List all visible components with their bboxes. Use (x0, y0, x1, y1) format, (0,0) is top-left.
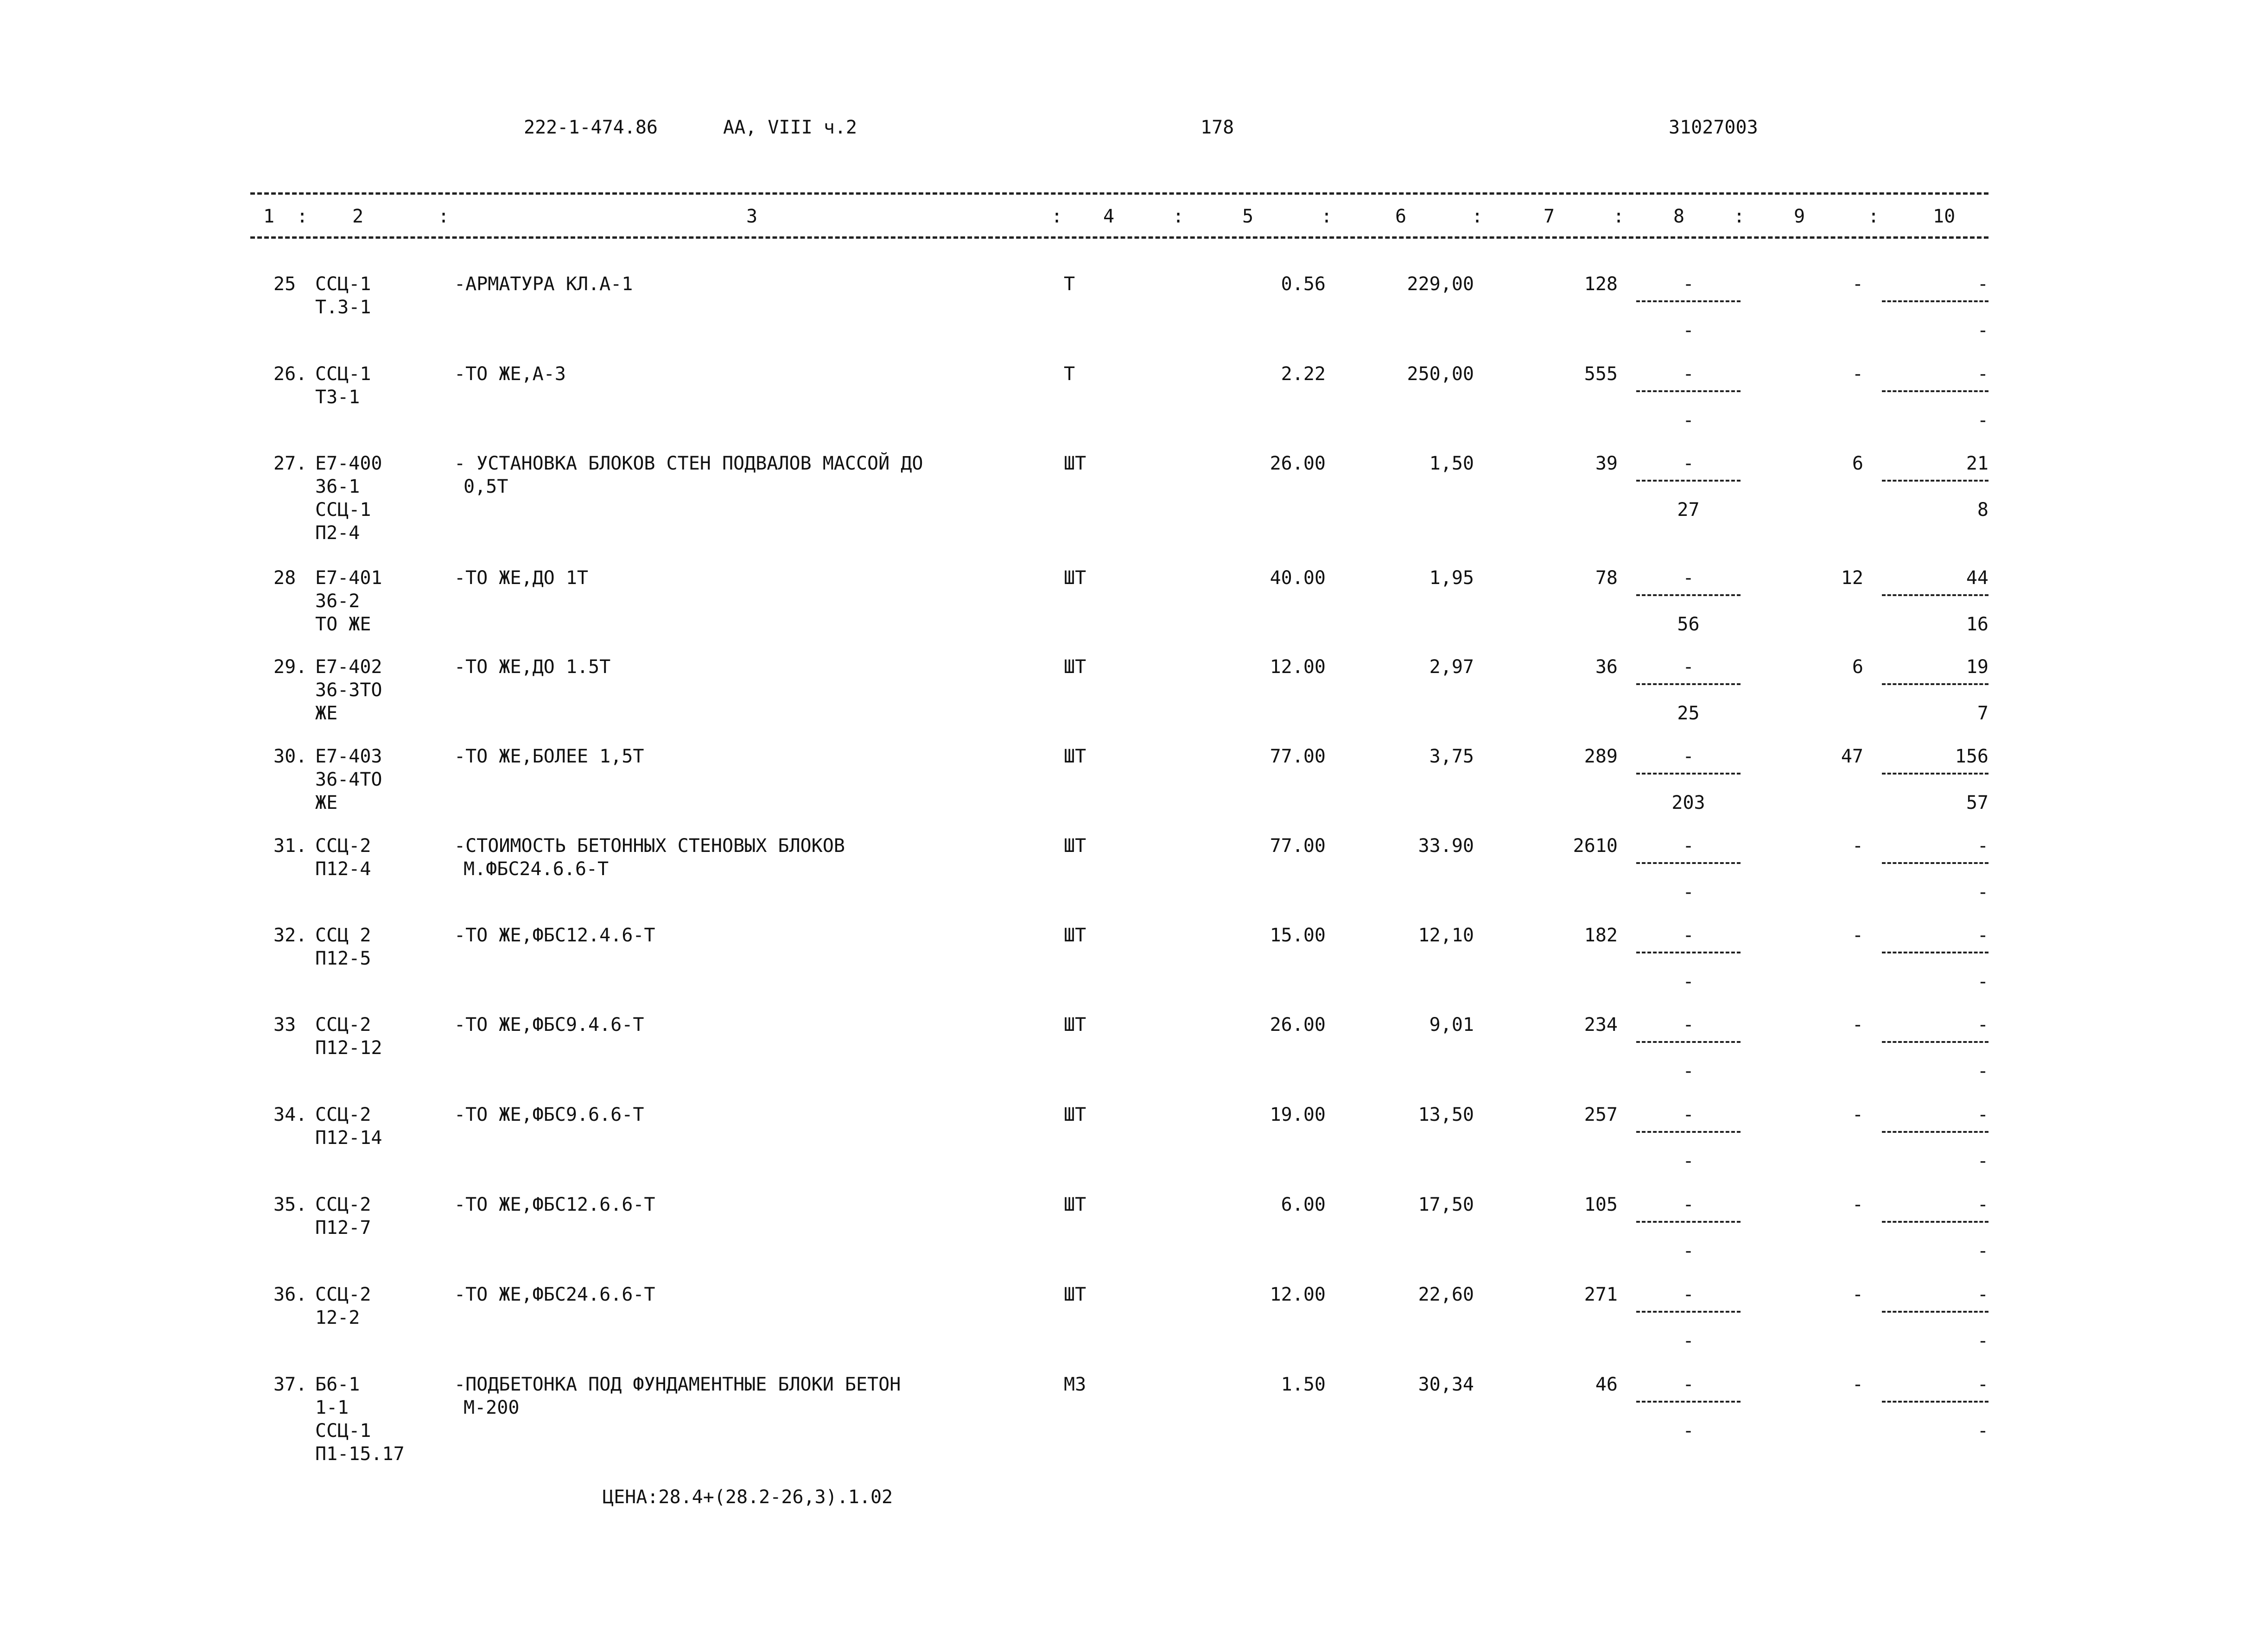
row-unit: ШТ (1064, 835, 1086, 857)
row-unit: ШТ (1064, 1104, 1086, 1125)
row-col10-bottom: - (1977, 1061, 1988, 1082)
row-code-line: ССЦ 2 (315, 925, 371, 946)
row-unit-price: 22,60 (1418, 1284, 1474, 1305)
row-description-line: -АРМАТУРА КЛ.А-1 (454, 273, 633, 295)
fraction-line (1636, 1311, 1741, 1313)
column-separator: : (1173, 206, 1184, 227)
fraction-line (1882, 480, 1988, 482)
fraction-line (1636, 773, 1741, 775)
fraction-line (1882, 594, 1988, 596)
row-col8-top: - (1683, 1284, 1694, 1305)
fraction-line (1882, 862, 1988, 864)
row-unit: ШТ (1064, 1194, 1086, 1215)
row-quantity: 77.00 (1270, 835, 1326, 857)
row-unit: ШТ (1064, 1284, 1086, 1305)
row-col10-bottom: - (1977, 1420, 1988, 1442)
row-total: 46 (1595, 1374, 1618, 1395)
row-col9: - (1852, 925, 1863, 946)
row-description-line: -ТО ЖЕ,ФБС12.6.6-Т (454, 1194, 655, 1215)
row-number: 27. (273, 453, 307, 474)
row-unit-price: 12,10 (1418, 925, 1474, 946)
row-col10-bottom: 8 (1977, 499, 1988, 521)
row-col10-top: 21 (1966, 453, 1988, 474)
row-quantity: 26.00 (1270, 1014, 1326, 1035)
row-col10-bottom: - (1977, 1150, 1988, 1172)
price-footnote: ЦЕНА:28.4+(28.2-26,3).1.02 (603, 1486, 893, 1508)
fraction-line (1882, 1221, 1988, 1223)
row-code-line: 36-3ТО (315, 680, 382, 701)
row-code-line: ССЦ-1 (315, 363, 371, 385)
column-separator: : (438, 206, 450, 227)
row-unit: ШТ (1064, 746, 1086, 767)
row-quantity: 40.00 (1270, 567, 1326, 589)
row-unit: ШТ (1064, 925, 1086, 946)
column-number-6: 6 (1395, 206, 1407, 227)
row-code-line: ССЦ-1 (315, 499, 371, 521)
row-code-line: Е7-401 (315, 567, 382, 589)
row-unit: ШТ (1064, 1014, 1086, 1035)
row-col10-bottom: 57 (1966, 792, 1988, 813)
row-number: 28 (273, 567, 296, 589)
row-description-line: -ТО ЖЕ,ФБС9.4.6-Т (454, 1014, 644, 1035)
row-col8-top: - (1683, 1374, 1694, 1395)
row-col10-top: 19 (1966, 656, 1988, 678)
row-total: 289 (1584, 746, 1618, 767)
row-code-line: 36-1 (315, 476, 360, 497)
row-code-line: П12-7 (315, 1217, 371, 1239)
row-total: 128 (1584, 273, 1618, 295)
row-description-line: 0,5Т (464, 476, 508, 497)
row-unit: Т (1064, 363, 1075, 385)
column-separator: : (1734, 206, 1745, 227)
row-description-line: -ТО ЖЕ,ФБС9.6.6-Т (454, 1104, 644, 1125)
row-code-line: ТО ЖЕ (315, 614, 371, 635)
row-number: 35. (273, 1194, 307, 1215)
fraction-line (1636, 594, 1741, 596)
row-col8-bottom: - (1683, 1240, 1694, 1262)
row-unit: ШТ (1064, 656, 1086, 678)
row-col8-bottom: - (1683, 1061, 1694, 1082)
row-col8-top: - (1683, 1104, 1694, 1125)
row-code-line: 12-2 (315, 1307, 360, 1328)
fraction-line (1636, 1131, 1741, 1133)
row-unit-price: 1,50 (1429, 453, 1474, 474)
row-col8-top: - (1683, 453, 1694, 474)
row-col8-top: - (1683, 363, 1694, 385)
row-col8-top: - (1683, 835, 1694, 857)
column-number-3: 3 (746, 206, 758, 227)
row-description-line: -ТО ЖЕ,ДО 1Т (454, 567, 588, 589)
row-col9: - (1852, 273, 1863, 295)
document-code: 222-1-474.86 (524, 117, 658, 138)
row-col8-bottom: - (1683, 1150, 1694, 1172)
row-unit-price: 33.90 (1418, 835, 1474, 857)
fraction-line (1882, 300, 1988, 302)
row-number: 34. (273, 1104, 307, 1125)
fraction-line (1636, 300, 1741, 302)
row-code-line: П2-4 (315, 522, 360, 544)
row-unit-price: 1,95 (1429, 567, 1474, 589)
document-number: 31027003 (1669, 117, 1758, 138)
fraction-line (1636, 1401, 1741, 1403)
row-col10-bottom: - (1977, 1240, 1988, 1262)
row-description-line: -ТО ЖЕ,А-3 (454, 363, 566, 385)
row-code-line: ССЦ-1 (315, 1420, 371, 1442)
row-col8-bottom: - (1683, 1330, 1694, 1352)
row-col10-bottom: - (1977, 410, 1988, 431)
row-total: 39 (1595, 453, 1618, 474)
row-code-line: Т.3-1 (315, 297, 371, 318)
row-code-line: 36-4ТО (315, 769, 382, 790)
column-separator: : (1472, 206, 1483, 227)
row-quantity: 15.00 (1270, 925, 1326, 946)
row-number: 30. (273, 746, 307, 767)
row-quantity: 6.00 (1281, 1194, 1326, 1215)
column-number-2: 2 (352, 206, 364, 227)
row-code-line: Б6-1 (315, 1374, 360, 1395)
row-unit-price: 9,01 (1429, 1014, 1474, 1035)
row-number: 25 (273, 273, 296, 295)
row-code-line: Е7-403 (315, 746, 382, 767)
row-col9: 6 (1852, 656, 1863, 678)
row-col8-bottom: - (1683, 971, 1694, 992)
row-col8-top: - (1683, 656, 1694, 678)
row-code-line: П1-15.17 (315, 1443, 405, 1465)
row-quantity: 77.00 (1270, 746, 1326, 767)
column-number-9: 9 (1794, 206, 1805, 227)
row-total: 257 (1584, 1104, 1618, 1125)
row-quantity: 12.00 (1270, 1284, 1326, 1305)
row-number: 31. (273, 835, 307, 857)
column-number-7: 7 (1544, 206, 1555, 227)
row-col10-top: - (1977, 925, 1988, 946)
fraction-line (1636, 1221, 1741, 1223)
row-code-line: П12-14 (315, 1127, 382, 1149)
row-code-line: ЖЕ (315, 792, 338, 813)
row-unit-price: 229,00 (1407, 273, 1474, 295)
column-number-5: 5 (1242, 206, 1254, 227)
row-col9: - (1852, 363, 1863, 385)
column-separator: : (1321, 206, 1333, 227)
row-code-line: ССЦ-2 (315, 1104, 371, 1125)
album-reference: АА, VIII ч.2 (723, 117, 857, 138)
page-number: 178 (1201, 117, 1234, 138)
row-unit: ШТ (1064, 453, 1086, 474)
row-col10-top: - (1977, 363, 1988, 385)
row-col10-top: - (1977, 1104, 1988, 1125)
row-description-line: -ТО ЖЕ,ФБС24.6.6-Т (454, 1284, 655, 1305)
row-quantity: 2.22 (1281, 363, 1326, 385)
row-unit-price: 30,34 (1418, 1374, 1474, 1395)
fraction-line (1636, 390, 1741, 392)
row-col9: - (1852, 835, 1863, 857)
row-col8-bottom: 27 (1677, 499, 1700, 521)
fraction-line (1882, 1041, 1988, 1043)
row-code-line: Е7-402 (315, 656, 382, 678)
row-unit-price: 250,00 (1407, 363, 1474, 385)
row-number: 29. (273, 656, 307, 678)
row-description-line: М-200 (464, 1397, 520, 1418)
row-col9: 6 (1852, 453, 1863, 474)
fraction-line (1636, 862, 1741, 864)
fraction-line (1636, 683, 1741, 685)
column-separator: : (1613, 206, 1625, 227)
row-col10-top: 44 (1966, 567, 1988, 589)
row-code-line: Т3-1 (315, 387, 360, 408)
row-total: 105 (1584, 1194, 1618, 1215)
row-col8-top: - (1683, 273, 1694, 295)
fraction-line (1882, 390, 1988, 392)
row-code-line: П12-4 (315, 858, 371, 880)
row-number: 33 (273, 1014, 296, 1035)
row-col8-bottom: 25 (1677, 703, 1700, 724)
fraction-line (1636, 952, 1741, 953)
row-col10-top: 156 (1955, 746, 1988, 767)
row-col8-top: - (1683, 567, 1694, 589)
column-number-4: 4 (1103, 206, 1115, 227)
column-number-10: 10 (1933, 206, 1956, 227)
column-number-8: 8 (1673, 206, 1685, 227)
row-col10-top: - (1977, 1284, 1988, 1305)
row-total: 271 (1584, 1284, 1618, 1305)
row-col9: - (1852, 1194, 1863, 1215)
row-col8-bottom: - (1683, 1420, 1694, 1442)
row-col8-bottom: - (1683, 320, 1694, 341)
row-total: 555 (1584, 363, 1618, 385)
row-col10-bottom: - (1977, 882, 1988, 903)
column-separator: : (297, 206, 308, 227)
row-total: 2610 (1573, 835, 1618, 857)
row-col8-bottom: - (1683, 882, 1694, 903)
row-col10-top: - (1977, 1374, 1988, 1395)
row-description-line: -СТОИМОСТЬ БЕТОННЫХ СТЕНОВЫХ БЛОКОВ (454, 835, 845, 857)
table-header-rule (250, 236, 1988, 239)
row-unit-price: 2,97 (1429, 656, 1474, 678)
row-number: 32. (273, 925, 307, 946)
row-col9: 47 (1841, 746, 1863, 767)
row-code-line: ССЦ-2 (315, 1194, 371, 1215)
column-separator: : (1868, 206, 1880, 227)
row-total: 182 (1584, 925, 1618, 946)
row-number: 37. (273, 1374, 307, 1395)
row-col8-top: - (1683, 746, 1694, 767)
fraction-line (1636, 1041, 1741, 1043)
row-total: 234 (1584, 1014, 1618, 1035)
row-code-line: ССЦ-1 (315, 273, 371, 295)
row-quantity: 1.50 (1281, 1374, 1326, 1395)
row-col10-bottom: - (1977, 320, 1988, 341)
row-code-line: ССЦ-2 (315, 1284, 371, 1305)
row-col9: - (1852, 1284, 1863, 1305)
row-code-line: ЖЕ (315, 703, 338, 724)
row-unit: Т (1064, 273, 1075, 295)
row-quantity: 26.00 (1270, 453, 1326, 474)
row-quantity: 0.56 (1281, 273, 1326, 295)
row-total: 78 (1595, 567, 1618, 589)
row-col10-top: - (1977, 1014, 1988, 1035)
fraction-line (1882, 1401, 1988, 1403)
row-code-line: П12-5 (315, 948, 371, 969)
row-col8-bottom: 56 (1677, 614, 1700, 635)
row-unit-price: 13,50 (1418, 1104, 1474, 1125)
row-col10-top: - (1977, 835, 1988, 857)
row-code-line: Е7-400 (315, 453, 382, 474)
row-description-line: -ПОДБЕТОНКА ПОД ФУНДАМЕНТНЫЕ БЛОКИ БЕТОН (454, 1374, 901, 1395)
row-description-line: -ТО ЖЕ,БОЛЕЕ 1,5Т (454, 746, 644, 767)
row-total: 36 (1595, 656, 1618, 678)
row-unit: М3 (1064, 1374, 1086, 1395)
row-unit: ШТ (1064, 567, 1086, 589)
fraction-line (1882, 1131, 1988, 1133)
row-col9: - (1852, 1374, 1863, 1395)
row-col10-top: - (1977, 1194, 1988, 1215)
column-number-1: 1 (263, 206, 275, 227)
row-col10-top: - (1977, 273, 1988, 295)
row-code-line: ССЦ-2 (315, 1014, 371, 1035)
row-number: 36. (273, 1284, 307, 1305)
row-code-line: 36-2 (315, 591, 360, 612)
row-code-line: П12-12 (315, 1037, 382, 1059)
row-col8-top: - (1683, 1014, 1694, 1035)
row-col10-bottom: - (1977, 971, 1988, 992)
row-code-line: ССЦ-2 (315, 835, 371, 857)
row-description-line: М.ФБС24.6.6-Т (464, 858, 609, 880)
fraction-line (1882, 952, 1988, 953)
row-col8-top: - (1683, 1194, 1694, 1215)
row-col10-bottom: - (1977, 1330, 1988, 1352)
row-quantity: 19.00 (1270, 1104, 1326, 1125)
fraction-line (1636, 480, 1741, 482)
column-separator: : (1051, 206, 1063, 227)
row-col9: - (1852, 1014, 1863, 1035)
row-code-line: 1-1 (315, 1397, 349, 1418)
row-description-line: -ТО ЖЕ,ФБС12.4.6-Т (454, 925, 655, 946)
row-unit-price: 17,50 (1418, 1194, 1474, 1215)
row-description-line: - УСТАНОВКА БЛОКОВ СТЕН ПОДВАЛОВ МАССОЙ ДО (454, 453, 923, 474)
row-quantity: 12.00 (1270, 656, 1326, 678)
fraction-line (1882, 1311, 1988, 1313)
fraction-line (1882, 773, 1988, 775)
row-description-line: -ТО ЖЕ,ДО 1.5Т (454, 656, 611, 678)
table-top-rule (250, 192, 1988, 195)
row-unit-price: 3,75 (1429, 746, 1474, 767)
row-col9: 12 (1841, 567, 1863, 589)
row-number: 26. (273, 363, 307, 385)
row-col9: - (1852, 1104, 1863, 1125)
row-col8-bottom: - (1683, 410, 1694, 431)
row-col8-top: - (1683, 925, 1694, 946)
row-col8-bottom: 203 (1671, 792, 1705, 813)
row-col10-bottom: 16 (1966, 614, 1988, 635)
row-col10-bottom: 7 (1977, 703, 1988, 724)
fraction-line (1882, 683, 1988, 685)
